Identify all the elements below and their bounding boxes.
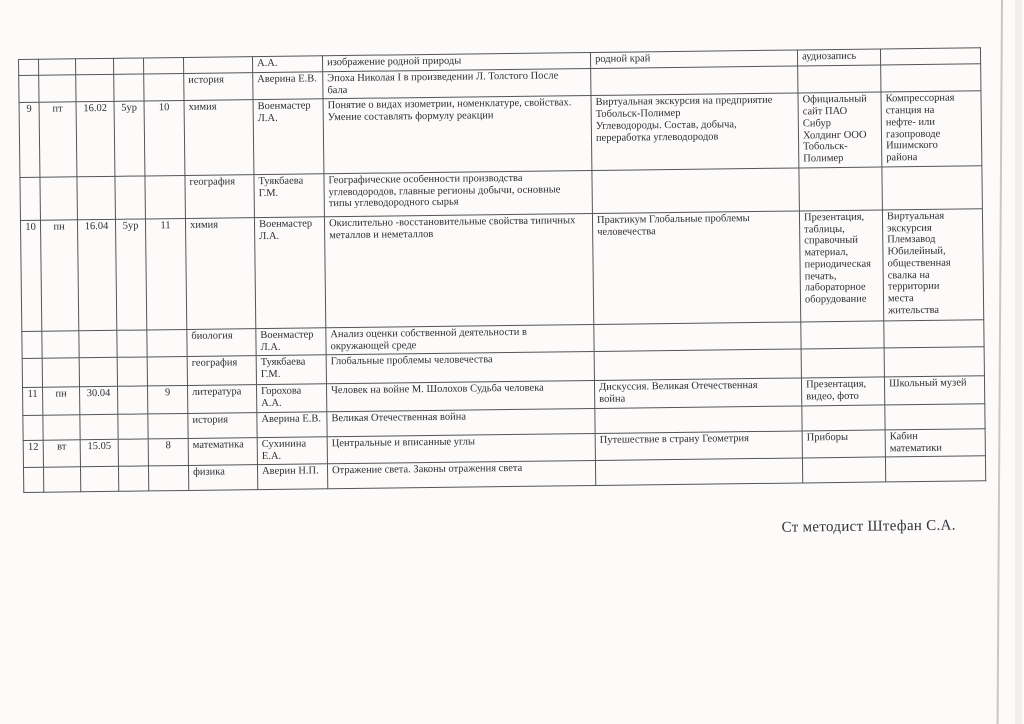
cell-resources (802, 405, 885, 431)
cell-resources (798, 65, 881, 94)
cell-date: 15.05 (80, 439, 118, 467)
cell-activity (594, 349, 801, 381)
cell-resources: Презентация, видео, фото (801, 377, 884, 406)
cell-subject: физика (188, 465, 257, 491)
cell-topic: Окислительно -восстановительные свойства типичных металлов и неметаллов (324, 213, 593, 327)
cell-activity: Дискуссия. Великая Отечественная война (594, 378, 801, 408)
cell-subject: история (184, 72, 253, 100)
cell-day: пн (43, 387, 80, 415)
lesson-plan-table (18, 47, 986, 493)
cell-teacher: Военмастер Л.А. (253, 99, 324, 174)
cell-grade (148, 466, 188, 491)
cell-num (23, 467, 43, 492)
cell-date (80, 414, 118, 439)
cell-activity (594, 322, 801, 352)
cell-resources: Приборы (802, 430, 885, 459)
cell-location: Компрессорная станция на нефте- или газопроводе Ишимского района (881, 91, 982, 167)
cell-subject: литература (188, 385, 257, 413)
cell-activity (592, 168, 800, 214)
cell-resources (802, 457, 885, 483)
cell-location (885, 403, 985, 429)
cell-date (76, 74, 114, 102)
cell-grade: 9 (148, 386, 188, 414)
cell-activity: Практикум Глобальные проблемы человечества (592, 211, 800, 325)
cell-grade: 10 (144, 101, 185, 176)
cell-grade (145, 175, 186, 218)
cell-activity: Виртуальная экскурсия на предприятие Тобольск-Полимер Углеводороды. Состав, добыча, переработка углеводородов (591, 93, 799, 170)
cell-subject: биология (187, 328, 256, 356)
cell-teacher: Туякбаева Г.М. (256, 355, 326, 385)
cell-num: 9 (19, 102, 40, 177)
cell-lesson (118, 439, 148, 467)
cell-teacher: Аверин Н.П. (257, 464, 327, 490)
cell-resources (799, 167, 883, 211)
cell-topic: изображение родной природы (322, 53, 590, 72)
signature-line: Ст методист Штефан С.А. (781, 517, 956, 536)
cell-subject: история (188, 412, 257, 438)
cell-topic: Отражение света. Законы отражения света (327, 461, 595, 489)
cell-lesson (115, 176, 146, 219)
cell-day (42, 331, 79, 359)
cell-day (43, 467, 80, 492)
cell-topic: Человек на войне М. Шолохов Судьба человека (326, 381, 594, 412)
cell-lesson (114, 74, 144, 102)
cell-location (880, 48, 980, 65)
cell-location: Школьный музей (884, 376, 984, 405)
cell-activity: родной край (590, 50, 797, 68)
cell-grade: 8 (148, 438, 188, 466)
cell-grade (147, 329, 187, 357)
cell-day (42, 358, 79, 387)
cell-teacher: Туякбаева Г.М. (254, 174, 325, 218)
cell-day (39, 75, 76, 103)
cell-lesson (117, 330, 147, 358)
cell-resources: Презентация, таблицы, справочный материал, периодическая печать, лабораторное оборудование (799, 210, 883, 322)
cell-topic: Понятие о видах изометрии, номенклатуре, свойствах. Умение составлять формулу реакции (323, 96, 592, 174)
cell-num: 10 (20, 220, 41, 331)
cell-teacher: Военмастер Л.А. (256, 328, 326, 356)
cell-grade (143, 57, 183, 73)
cell-day: пт (39, 102, 77, 177)
cell-topic: Эпоха Николая I в произведении Л. Толстого После бала (323, 68, 591, 99)
cell-num (20, 177, 41, 220)
cell-lesson (117, 357, 147, 386)
cell-location (885, 456, 985, 482)
cell-grade (147, 357, 187, 386)
cell-day (43, 415, 80, 440)
cell-topic: Глобальные проблемы человечества (326, 352, 594, 384)
cell-subject: химия (184, 100, 254, 175)
cell-num: 12 (23, 440, 43, 468)
cell-teacher: Военмастер Л.А. (254, 217, 325, 329)
cell-grade (148, 413, 188, 438)
cell-num: 11 (23, 387, 43, 415)
cell-subject: география (185, 174, 255, 218)
cell-day: пн (40, 220, 78, 331)
cell-num (19, 75, 39, 103)
cell-lesson (113, 58, 143, 74)
cell-resources (801, 348, 884, 378)
cell-location (884, 319, 984, 348)
cell-location: Виртуальная экскурсия Племзавод Юбилейный, общественная свалка на территории места жительства (882, 208, 983, 320)
cell-num (19, 59, 39, 75)
cell-resources: Официальный сайт ПАО Сибур Холдинг ООО Тобольск- Полимер (798, 92, 882, 168)
cell-topic: Анализ оценки собственной деятельности в окружающей среде (326, 324, 594, 355)
cell-topic: Центральные и вписанные углы (327, 433, 595, 464)
cell-date (76, 58, 114, 74)
cell-date: 30.04 (80, 387, 118, 415)
cell-teacher: А.А. (252, 56, 322, 73)
cell-date (77, 176, 116, 219)
cell-topic: Великая Отечественная война (327, 408, 595, 436)
page-edge (997, 0, 1003, 724)
scanned-page (18, 47, 986, 546)
cell-teacher: Аверина Е.В. (253, 72, 323, 100)
cell-lesson (118, 386, 148, 414)
cell-day (40, 177, 78, 220)
cell-lesson: 5ур (114, 101, 145, 176)
cell-day: вт (43, 440, 80, 468)
cell-grade (144, 73, 184, 101)
cell-date (80, 467, 118, 492)
cell-lesson: 5ур (115, 219, 146, 330)
cell-grade: 11 (145, 218, 186, 329)
cell-date (79, 358, 117, 387)
cell-subject: математика (188, 437, 257, 465)
cell-subject (183, 57, 252, 74)
cell-activity (595, 406, 802, 434)
cell-date: 16.02 (76, 102, 115, 177)
cell-location (881, 63, 981, 92)
cell-date: 16.04 (77, 219, 116, 330)
cell-resources (801, 321, 884, 350)
cell-activity: Путешествие в страну Геометрия (595, 431, 802, 461)
table-row (20, 208, 983, 331)
cell-date (79, 330, 117, 358)
page-margin-shadow (1015, 0, 1022, 724)
cell-activity (595, 458, 802, 486)
cell-location (884, 347, 984, 377)
cell-activity (591, 66, 798, 96)
cell-subject: химия (185, 217, 255, 329)
cell-subject: география (187, 356, 256, 386)
cell-topic: Географические особенности производства углеводородов, главные регионы добычи, основные типы углеводородного сырья (324, 170, 593, 216)
cell-location: Кабин математики (885, 428, 985, 457)
cell-teacher: Сухинина Е.А. (257, 437, 327, 465)
cell-location (882, 165, 983, 209)
cell-teacher: Горохова А.А. (256, 384, 326, 412)
cell-lesson (118, 414, 148, 439)
cell-num (23, 415, 43, 440)
cell-num (22, 331, 42, 359)
cell-day (39, 59, 76, 75)
table-row (19, 91, 982, 177)
cell-teacher: Аверина Е.В. (257, 412, 327, 438)
cell-resources: аудиозапись (797, 49, 880, 66)
cell-num (22, 358, 42, 387)
cell-lesson (118, 466, 148, 491)
